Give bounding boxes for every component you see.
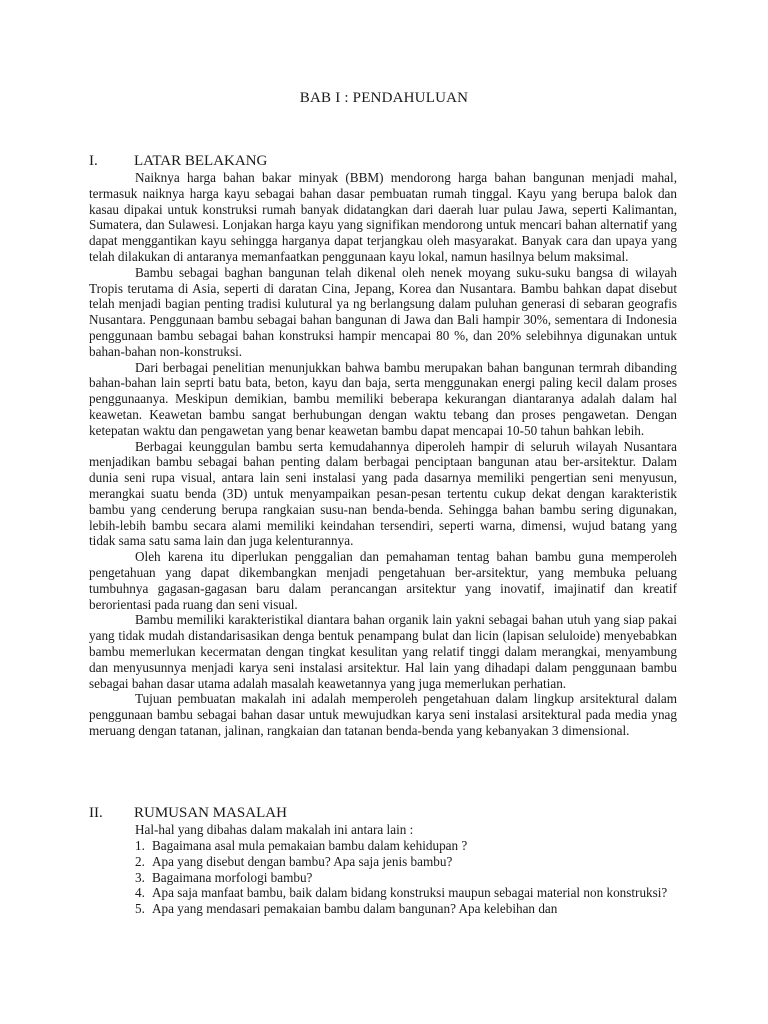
list-item: [135, 870, 675, 886]
paragraph: Oleh karena itu diperlukan penggalian dan pemahaman tentag bahan bambu guna memperoleh pengetahuan yang dapat dikembangkan menjadi pengetahuan ber-arsitektur, yang membuka peluang tumbuhnya gagasan-gagasan baru dalam perancangan arsitektur yang inovatif, imajinatif dan kreatif berorientasi pada ruang dan seni visual.: [89, 549, 677, 612]
paragraph: Berbagai keunggulan bambu serta kemudahannya diperoleh hampir di seluruh wilayah Nusantara menjadikan bambu sebagai bahan penting dalam berbagai penciptaan bangunan atau ber-arsitektur. Dalam dunia seni rupa visual, antara lain seni instalasi yang pada dasarnya memiliki pengertian seni menyusun, merangkai suatu benda (3D) untuk menyampaikan pesan-pesan tertentu cukup dekat dengan karakteristik bambu yang cenderung berupa rangkaian susu-nan benda-benda. Sehingga bahan bambu sering digunakan, lebih-lebih bambu secara alami memiliki keindahan tersendiri, seperti warna, dimensi, wujud batang yang tidak sama satu sama lain dan juga kelenturannya.: [89, 438, 677, 549]
list-item: [135, 838, 675, 854]
list-item-number: 5.: [135, 901, 145, 917]
list-item-text: Apa saja manfaat bambu, baik dalam bidang konstruksi maupun sebagai material non konstruksi?: [152, 885, 668, 901]
paragraph: Bambu memiliki karakteristikal diantara bahan organik lain yakni sebagai bahan utuh yang siap pakai yang tidak mudah distandarisasikan denga bentuk penampang bulat dan licin (lapisan seluloide) menyebabkan bambu memerlukan kecermatan dengan tingkat kesulitan yang relatif tinggi dalam merangkai, menyambung dan menyusunnya menjadi karya seni instalasi arsitektur. Hal lain yang dihadapi dalam penggunaan bambu sebagai bahan dasar utama adalah masalah keawetannya yang juga memerlukan perhatian.: [89, 612, 677, 691]
section-intro: Hal-hal yang dibahas dalam makalah ini antara lain :: [135, 822, 414, 837]
section-heading-latar-belakang: [89, 154, 267, 169]
chapter-title: BAB I : PENDAHULUAN: [299, 90, 469, 106]
paragraph: Dari berbagai penelitian menunjukkan bahwa bambu merupakan bahan bangunan termrah dibanding bahan-bahan lain seprti batu bata, beton, kayu dan baja, serta menggunakan energi paling kecil dalam proses penggunaanya. Meskipun demikian, bambu memiliki beberapa kekurangan diantaranya adalah dalam hal keawetan. Keawetan bambu sangat berhubungan dengan waktu tebang dan proses pengawetan. Dengan ketepatan waktu dan pengawetan yang benar keawetan bambu dapat mencapai 10-50 tahun bahkan lebih.: [89, 359, 677, 438]
list-item: [135, 885, 675, 901]
section-number: I.: [89, 153, 98, 169]
list-item-number: 3.: [135, 869, 145, 885]
list-item-number: 4.: [135, 885, 145, 901]
section-body-latar-belakang: [89, 170, 677, 739]
section-heading-rumusan-masalah: [89, 806, 287, 821]
paragraph: Tujuan pembuatan makalah ini adalah memperoleh pengetahuan dalam lingkup arsitektural dalam penggunaan bambu sebagai bahan dasar untuk mewujudkan karya seni instalasi arsitektural pada media ynag meruang dengan tatanan, jalinan, rangkaian dan tatanan benda-benda yang kebanyakan 3 dimensional.: [89, 691, 677, 738]
list-item-text: Bagaimana morfologi bambu?: [152, 869, 313, 885]
question-list: [135, 838, 675, 917]
list-item-number: 2.: [135, 853, 145, 869]
list-item-text: Apa yang disebut dengan bambu? Apa saja jenis bambu?: [152, 853, 453, 869]
paragraph: Naiknya harga bahan bakar minyak (BBM) mendorong harga bahan bangunan menjadi mahal, termasuk naiknya harga kayu sebagai bahan dasar pembuatan rumah tinggal. Kayu yang berupa balok dan kasau dipakai untuk konstruksi rumah banyak didatangkan dari daerah luar pulau Jawa, seperti Kalimantan, Sumatera, dan Sulawesi. Lonjakan harga kayu yang signifikan mendorong untuk mencari bahan alternatif yang dapat menggantikan kayu sehingga harganya dapat terjangkau oleh masyarakat. Banyak cara dan upaya yang telah dilakukan di antaranya memanfaatkan penggunaan kayu lokal, namun hasilnya belum maksimal.: [89, 170, 677, 264]
list-item-text: Apa yang mendasari pemakaian bambu dalam bangunan? Apa kelebihan dan: [152, 901, 558, 917]
list-item-number: 1.: [135, 838, 145, 853]
section-title: LATAR BELAKANG: [134, 153, 268, 169]
list-item: [135, 901, 675, 917]
section-title: RUMUSAN MASALAH: [134, 805, 287, 821]
paragraph: Bambu sebagai baghan bangunan telah dikenal oleh nenek moyang suku-suku bangsa di wilayah Tropis terutama di Asia, seperti di daratan Cina, Jepang, Korea dan Nusantara. Bambu bahkan dapat disebut telah menjadi bagian penting tradisi kulutural ya ng berlangsung dalam puluhan generasi di sebaran geografis Nusantara. Penggunaan bambu sebagai bahan bangunan di Jawa dan Bali hampir 30%, sementara di Indonesia penggunaan bambu sebagai bahan konstruksi hampir mencapai 80 %, dan 20% selebihnya digunakan untuk bahan-bahan non-konstruksi.: [89, 264, 677, 359]
section-number: II.: [89, 805, 103, 821]
list-item-text: Bagaimana asal mula pemakaian bambu dalam kehidupan ?: [152, 838, 468, 853]
list-item: [135, 854, 675, 870]
